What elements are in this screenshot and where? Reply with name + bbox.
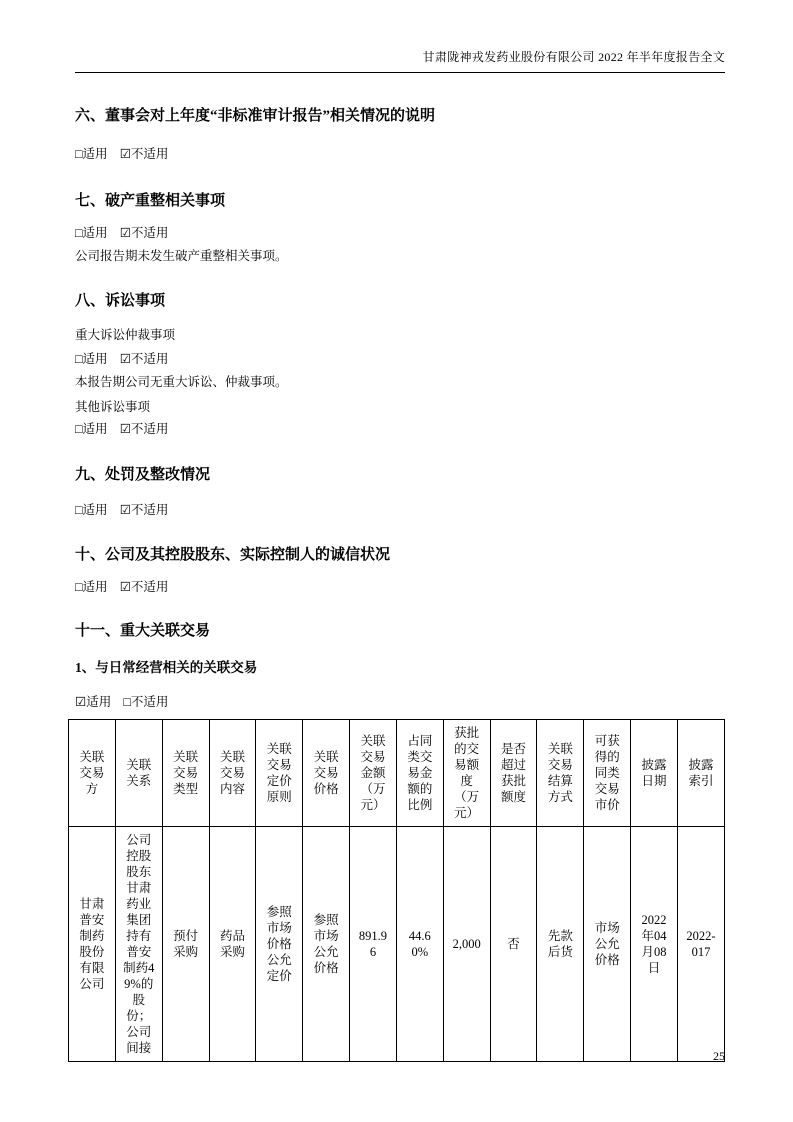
header-cell-disclosure-date: 披露日期: [631, 719, 678, 826]
header-cell-transaction-price: 关联交易价格: [303, 719, 350, 826]
header-cell-approved-quota: 获批的交易额度（万元）: [443, 719, 490, 826]
section-7-note: 公司报告期未发生破产重整相关事项。: [75, 248, 288, 263]
checkbox-checked-applicable: ☑适用: [75, 695, 112, 710]
section-10-applicability: [75, 579, 725, 597]
section-11-applicability: [75, 694, 725, 712]
section-10-title: 十、公司及其控股股东、实际控制人的诚信状况: [75, 546, 391, 563]
cell-transaction-amount: 891.96: [350, 826, 397, 1061]
major-litigation-label: 重大诉讼仲裁事项: [75, 328, 176, 343]
section-9-title: 九、处罚及整改情况: [75, 466, 211, 483]
checkbox-unchecked-applicable: □适用: [75, 351, 108, 366]
checkbox-checked-not-applicable: ☑不适用: [119, 351, 169, 366]
checkbox-unchecked-applicable: □适用: [75, 579, 108, 594]
checkbox-checked-not-applicable: ☑不适用: [119, 503, 169, 517]
header-cell-transaction-content: 关联交易内容: [209, 719, 256, 826]
section-11-sub1-title: 1、与日常经营相关的关联交易: [75, 659, 258, 675]
checkbox-unchecked-applicable: □适用: [75, 422, 108, 437]
cell-settlement-method: 先款后货: [537, 826, 584, 1061]
section-11-title: 十一、重大关联交易: [75, 623, 211, 640]
checkbox-unchecked-applicable: □适用: [75, 147, 108, 162]
table-header-row: [69, 719, 725, 826]
section-9-applicability: [75, 502, 725, 520]
header-cell-pricing-principle: 关联交易定价原则: [256, 719, 303, 826]
header-cell-ratio-of-similar: 占同类交易金额的比例: [396, 719, 443, 826]
header-cell-related-party: 关联交易方: [69, 719, 116, 826]
cell-disclosure-date: 2022年04月08日: [631, 826, 678, 1061]
section-6-title: 六、董事会对上年度“非标准审计报告”相关情况的说明: [75, 108, 436, 124]
header-cell-market-price: 可获得的同类交易市价: [584, 719, 631, 826]
header-cell-settlement-method: 关联交易结算方式: [537, 719, 584, 826]
cell-pricing-principle: 参照市场价格公允定价: [256, 826, 303, 1061]
checkbox-checked-not-applicable: ☑不适用: [119, 147, 169, 162]
header-cell-relationship: 关联关系: [115, 719, 162, 826]
page-number: 25: [713, 1049, 725, 1063]
cell-approved-quota: 2,000: [443, 826, 490, 1061]
cell-ratio-of-similar: 44.60%: [396, 826, 443, 1061]
header-cell-disclosure-index: 披露索引: [677, 719, 724, 826]
checkbox-checked-not-applicable: ☑不适用: [119, 579, 169, 594]
checkbox-unchecked-applicable: □适用: [75, 503, 108, 517]
section-7-title: 七、破产重整相关事项: [75, 192, 226, 209]
checkbox-unchecked-applicable: □适用: [75, 226, 108, 240]
cell-related-party: 甘肃普安制药股份有限公司: [69, 826, 116, 1061]
header-cell-exceed-quota: 是否超过获批额度: [490, 719, 537, 826]
other-litigation-applicability: [75, 421, 725, 439]
running-header: 甘肃陇神戎发药业股份有限公司 2022 年半年度报告全文: [75, 48, 725, 73]
cell-market-price: 市场公允价格: [584, 826, 631, 1061]
table-data-row: [69, 826, 725, 1061]
cell-transaction-price: 参照市场公允价格: [303, 826, 350, 1061]
major-litigation-applicability: [75, 351, 725, 369]
other-litigation-label: 其他诉讼事项: [75, 399, 151, 414]
cell-transaction-type: 预付采购: [162, 826, 209, 1061]
cell-exceed-quota: 否: [490, 826, 537, 1061]
cell-disclosure-index: 2022-017: [677, 826, 724, 1061]
section-8-title: 八、诉讼事项: [75, 293, 166, 309]
header-cell-transaction-amount: 关联交易金额（万元）: [350, 719, 397, 826]
cell-transaction-content: 药品采购: [209, 826, 256, 1061]
major-litigation-note: 本报告期公司无重大诉讼、仲裁事项。: [75, 375, 288, 390]
related-transactions-table: [68, 719, 725, 1062]
checkbox-unchecked-not-applicable: □不适用: [123, 695, 169, 710]
section-7-applicability: [75, 225, 725, 243]
checkbox-checked-not-applicable: ☑不适用: [119, 422, 169, 437]
checkbox-checked-not-applicable: ☑不适用: [119, 226, 169, 240]
header-cell-transaction-type: 关联交易类型: [162, 719, 209, 826]
section-6-applicability: [75, 146, 725, 164]
cell-relationship: 公司控股股东甘肃药业集团持有普安制药49%的股份；公司间接: [115, 826, 162, 1061]
